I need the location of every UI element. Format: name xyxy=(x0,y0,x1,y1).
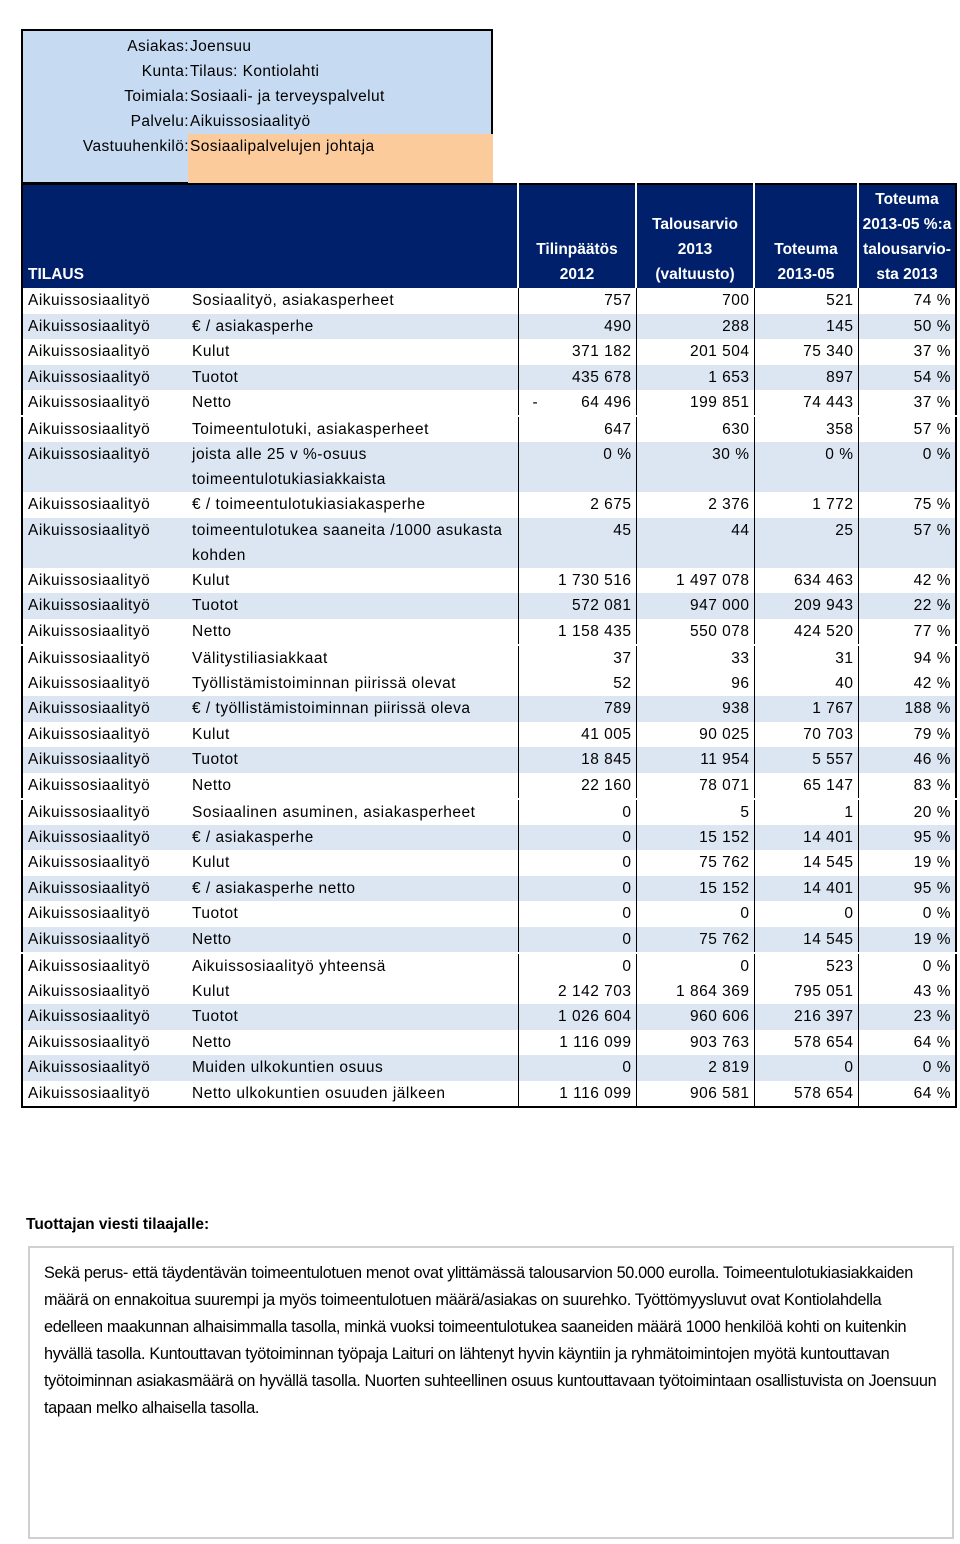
row-category: Aikuissosiaalityö xyxy=(28,394,151,411)
table-row xyxy=(22,747,956,773)
row-category: Aikuissosiaalityö xyxy=(28,292,151,309)
cell-tilinpaatos: 41 005 xyxy=(518,722,636,748)
cell-toteuma-percent: 83 % xyxy=(858,773,956,799)
message-text: Sekä perus- että täydentävän toimeentulotuen menot ovat ylittämässä talousarvion 50.000 eurolla. Toimeentulotukiasiakkaiden määrä on ennakoitua suurempi ja myös toimeentulotuen määrä/asiakas on suurehko. Työttömyysluvut ovat Kontiolahdella edelleen maakunnan alhaisimmalla tasolla, minkä vuoksi toimeentulotukea saaneiden määrä 1000 henkilöä kohti on kuitenkin hyvällä tasolla. Kuntouttavan työtoiminnan työpaja Laituri on lähtenyt hyvin käyntiin ja ryhmätoimintojen myötä kuntouttavan työtoiminnan asiakasmäärä on hyvällä tasolla. Nuorten suhteellinen osuus kuntouttavaan työtoimintaan osallistuvista on Joensuun tapaan melko alhaisella tasolla. xyxy=(44,1264,937,1417)
table-row xyxy=(22,314,956,340)
cell-toteuma-percent: 19 % xyxy=(858,927,956,953)
info-label: Toimiala: xyxy=(124,88,189,105)
cell-toteuma-percent: 42 % xyxy=(858,671,956,697)
row-label: € / toimeentulotukiasiakasperhe xyxy=(192,496,426,513)
cell-tilinpaatos: 0 xyxy=(518,850,636,876)
cell-talousarvio: 201 504 xyxy=(636,339,754,365)
row-category: Aikuissosiaalityö xyxy=(28,622,151,640)
cell-toteuma-percent: 42 % xyxy=(858,568,956,594)
row-category: Aikuissosiaalityö xyxy=(22,953,188,979)
cell-toteuma: 795 051 xyxy=(754,979,858,1005)
row-label: Tuotot xyxy=(188,593,518,619)
cell-tilinpaatos: 789 xyxy=(518,696,636,722)
cell-talousarvio: 2 376 xyxy=(636,492,754,518)
cell-toteuma-percent: 22 % xyxy=(858,593,956,619)
cell-toteuma-percent: 57 % xyxy=(858,518,956,568)
cell-toteuma-percent: 37 % xyxy=(858,390,956,416)
cell-talousarvio: 0 xyxy=(636,901,754,927)
cell-toteuma-percent: 75 % xyxy=(858,492,956,518)
table-row xyxy=(22,825,956,851)
cell-toteuma-percent: 0 % xyxy=(858,953,956,979)
cell-toteuma-percent: 54 % xyxy=(858,365,956,391)
row-category: Aikuissosiaalityö xyxy=(22,365,188,391)
cell-toteuma: 209 943 xyxy=(754,593,858,619)
info-label: Vastuuhenkilö: xyxy=(82,138,189,155)
table-row xyxy=(22,1081,956,1107)
cell-toteuma: 0 % xyxy=(754,442,858,492)
cell-toteuma-percent: 77 % xyxy=(858,619,956,645)
cell-talousarvio: 75 762 xyxy=(636,850,754,876)
cell-toteuma-percent: 0 % xyxy=(858,901,956,927)
row-category: Aikuissosiaalityö xyxy=(22,518,188,568)
row-category: Aikuissosiaalityö xyxy=(28,776,151,794)
row-category: Aikuissosiaalityö xyxy=(22,442,188,492)
cell-toteuma-percent: 23 % xyxy=(858,1004,956,1030)
info-row-kunta xyxy=(23,59,493,84)
row-label: Tuotot xyxy=(188,747,518,773)
message-title: Tuottajan viesti tilaajalle: xyxy=(26,1216,210,1233)
row-label: Kulut xyxy=(192,571,230,589)
cell-toteuma: 521 xyxy=(754,288,858,314)
row-label: Sosiaalityö, asiakasperheet xyxy=(192,292,395,309)
cell-tilinpaatos: 22 160 xyxy=(518,773,636,799)
row-category: Aikuissosiaalityö xyxy=(28,674,151,692)
row-label: Sosiaalinen asuminen, asiakasperheet xyxy=(188,799,518,825)
header-tilaus: TILAUS xyxy=(22,184,518,288)
cell-toteuma-percent: 74 % xyxy=(858,288,956,314)
cell-tilinpaatos: 37 xyxy=(518,645,636,671)
row-label: joista alle 25 v %-osuus toimeentulotukiasiakkaista xyxy=(188,442,518,492)
row-category: Aikuissosiaalityö xyxy=(28,982,151,1000)
cell-talousarvio: 78 071 xyxy=(636,773,754,799)
cell-tilinpaatos: 1 158 435 xyxy=(518,619,636,645)
table-row xyxy=(22,876,956,902)
row-label: Tuotot xyxy=(188,1004,518,1030)
cell-talousarvio: 0 xyxy=(636,953,754,979)
cell-toteuma: 634 463 xyxy=(754,568,858,594)
row-category: Aikuissosiaalityö xyxy=(28,1084,151,1102)
cell-toteuma: 1 767 xyxy=(754,696,858,722)
cell-talousarvio: 5 xyxy=(636,799,754,825)
cell-talousarvio: 199 851 xyxy=(636,390,754,416)
cell-toteuma: 65 147 xyxy=(754,773,858,799)
table-row xyxy=(22,339,956,365)
row-category: Aikuissosiaalityö xyxy=(22,416,188,442)
table-row xyxy=(22,442,956,492)
info-row-palvelu xyxy=(23,109,493,134)
cell-talousarvio: 947 000 xyxy=(636,593,754,619)
cell-toteuma: 216 397 xyxy=(754,1004,858,1030)
table-row xyxy=(22,288,956,314)
table-row xyxy=(22,953,956,979)
row-category: Aikuissosiaalityö xyxy=(22,1004,188,1030)
cell-tilinpaatos: 371 182 xyxy=(518,339,636,365)
cell-toteuma-percent: 0 % xyxy=(858,1055,956,1081)
cell-toteuma: 1 xyxy=(754,799,858,825)
row-category: Aikuissosiaalityö xyxy=(22,927,188,953)
row-category: Aikuissosiaalityö xyxy=(28,571,151,589)
row-category: Aikuissosiaalityö xyxy=(28,1033,151,1051)
cell-toteuma-percent: 57 % xyxy=(858,416,956,442)
row-label: Työllistämistoiminnan piirissä olevat xyxy=(192,674,457,692)
row-label: Kulut xyxy=(192,343,230,360)
negative-sign: - xyxy=(532,394,539,411)
header-tilinpaatos: Tilinpäätös 2012 xyxy=(518,184,636,288)
table-row xyxy=(22,492,956,518)
table-row xyxy=(22,901,956,927)
row-category: Aikuissosiaalityö xyxy=(22,825,188,851)
cell-tilinpaatos: 1 116 099 xyxy=(518,1030,636,1056)
row-label: Kulut xyxy=(192,854,230,871)
cell-tilinpaatos: 52 xyxy=(518,671,636,697)
row-category: Aikuissosiaalityö xyxy=(22,593,188,619)
row-label: Netto ulkokuntien osuuden jälkeen xyxy=(192,1084,446,1102)
row-label: Välitystiliasiakkaat xyxy=(188,645,518,671)
cell-toteuma: 25 xyxy=(754,518,858,568)
cell-toteuma-percent: 95 % xyxy=(858,825,956,851)
table-row xyxy=(22,619,956,645)
row-category: Aikuissosiaalityö xyxy=(22,314,188,340)
cell-talousarvio: 2 819 xyxy=(636,1055,754,1081)
cell-tilinpaatos: 1 116 099 xyxy=(518,1081,636,1107)
table-row xyxy=(22,593,956,619)
info-value: Aikuissosiaalityö xyxy=(190,113,311,130)
cell-tilinpaatos: 45 xyxy=(518,518,636,568)
cell-toteuma: 578 654 xyxy=(754,1081,858,1107)
cell-talousarvio: 550 078 xyxy=(636,619,754,645)
cell-toteuma-percent: 79 % xyxy=(858,722,956,748)
cell-toteuma: 14 545 xyxy=(754,850,858,876)
cell-talousarvio: 11 954 xyxy=(636,747,754,773)
row-label: € / työllistämistoiminnan piirissä oleva xyxy=(188,696,518,722)
cell-talousarvio: 96 xyxy=(636,671,754,697)
cell-toteuma: 1 772 xyxy=(754,492,858,518)
cell-toteuma: 74 443 xyxy=(754,390,858,416)
cell-toteuma-percent: 64 % xyxy=(858,1030,956,1056)
table-row xyxy=(22,722,956,748)
cell-tilinpaatos: 490 xyxy=(518,314,636,340)
row-category: Aikuissosiaalityö xyxy=(22,876,188,902)
cell-toteuma: 358 xyxy=(754,416,858,442)
cell-toteuma: 14 545 xyxy=(754,927,858,953)
table-row xyxy=(22,518,956,568)
cell-tilinpaatos: 0 xyxy=(518,953,636,979)
cell-toteuma: 31 xyxy=(754,645,858,671)
row-category: Aikuissosiaalityö xyxy=(22,645,188,671)
info-row-vastuuhenkilo xyxy=(23,134,493,159)
cell-toteuma-percent: 19 % xyxy=(858,850,956,876)
info-label: Palvelu: xyxy=(130,113,189,130)
row-category: Aikuissosiaalityö xyxy=(28,496,151,513)
cell-toteuma: 75 340 xyxy=(754,339,858,365)
cell-tilinpaatos: 1 026 604 xyxy=(518,1004,636,1030)
row-label: € / asiakasperhe xyxy=(188,314,518,340)
row-label: Netto xyxy=(192,622,232,640)
cell-talousarvio: 906 581 xyxy=(636,1081,754,1107)
cell-talousarvio: 33 xyxy=(636,645,754,671)
cell-tilinpaatos: 0 xyxy=(518,825,636,851)
cell-tilinpaatos: 757 xyxy=(518,288,636,314)
cell-tilinpaatos: 0 xyxy=(518,1055,636,1081)
row-label: Tuotot xyxy=(192,905,239,922)
info-label: Asiakas: xyxy=(127,38,189,55)
cell-toteuma: 40 xyxy=(754,671,858,697)
row-label: Netto xyxy=(188,927,518,953)
row-label: Netto xyxy=(192,776,232,794)
cell-talousarvio: 15 152 xyxy=(636,876,754,902)
row-label: € / asiakasperhe netto xyxy=(188,876,518,902)
row-label: Muiden ulkokuntien osuus xyxy=(188,1055,518,1081)
table-row xyxy=(22,1030,956,1056)
row-category: Aikuissosiaalityö xyxy=(28,725,151,743)
cell-toteuma-percent: 50 % xyxy=(858,314,956,340)
header-talousarvio: Talousarvio 2013 (valtuusto) xyxy=(636,184,754,288)
info-value: Tilaus: Kontiolahti xyxy=(190,63,320,80)
cell-tilinpaatos: 0 % xyxy=(518,442,636,492)
info-value: Joensuu xyxy=(190,38,252,55)
cell-toteuma-percent: 95 % xyxy=(858,876,956,902)
row-category: Aikuissosiaalityö xyxy=(22,696,188,722)
cell-tilinpaatos: 2 675 xyxy=(518,492,636,518)
cell-toteuma: 70 703 xyxy=(754,722,858,748)
cell-toteuma: 14 401 xyxy=(754,825,858,851)
cell-tilinpaatos: 572 081 xyxy=(518,593,636,619)
cell-talousarvio: 90 025 xyxy=(636,722,754,748)
cell-value: 64 496 xyxy=(581,394,632,411)
info-value: Sosiaalipalvelujen johtaja xyxy=(190,138,375,155)
table-row xyxy=(22,979,956,1005)
table-row xyxy=(22,799,956,825)
cell-toteuma-percent: 20 % xyxy=(858,799,956,825)
table-header-row xyxy=(22,184,956,288)
table-row xyxy=(22,1004,956,1030)
cell-toteuma-percent: 0 % xyxy=(858,442,956,492)
cell-toteuma: 0 xyxy=(754,901,858,927)
cell-talousarvio: 75 762 xyxy=(636,927,754,953)
cell-toteuma: 14 401 xyxy=(754,876,858,902)
header-toteuma-percent: Toteuma 2013-05 %:a talousarvio- sta 2013 xyxy=(858,184,956,288)
row-label: Kulut xyxy=(192,982,230,1000)
row-label: toimeentulotukea saaneita /1000 asukasta kohden xyxy=(188,518,518,568)
cell-toteuma-percent: 37 % xyxy=(858,339,956,365)
info-row-toimiala xyxy=(23,84,493,109)
row-label: Kulut xyxy=(192,725,230,743)
cell-toteuma: 145 xyxy=(754,314,858,340)
cell-tilinpaatos: 0 xyxy=(518,927,636,953)
info-value: Sosiaali- ja terveyspalvelut xyxy=(190,88,385,105)
cell-toteuma-percent: 188 % xyxy=(858,696,956,722)
table-row xyxy=(22,773,956,799)
cell-tilinpaatos: 0 xyxy=(518,799,636,825)
cell-toteuma: 5 557 xyxy=(754,747,858,773)
cell-toteuma-percent: 43 % xyxy=(858,979,956,1005)
table-row xyxy=(22,927,956,953)
row-label: € / asiakasperhe xyxy=(188,825,518,851)
cell-toteuma-percent: 64 % xyxy=(858,1081,956,1107)
cell-talousarvio: 700 xyxy=(636,288,754,314)
table-row xyxy=(22,850,956,876)
cell-tilinpaatos: 2 142 703 xyxy=(518,979,636,1005)
cell-talousarvio: 1 653 xyxy=(636,365,754,391)
cell-toteuma-percent: 94 % xyxy=(858,645,956,671)
cell-talousarvio: 44 xyxy=(636,518,754,568)
info-box xyxy=(21,29,493,184)
cell-talousarvio: 30 % xyxy=(636,442,754,492)
cell-tilinpaatos: 435 678 xyxy=(518,365,636,391)
row-label: Netto xyxy=(192,394,232,411)
table-row xyxy=(22,1055,956,1081)
row-category: Aikuissosiaalityö xyxy=(28,854,151,871)
table-row xyxy=(22,568,956,594)
cell-talousarvio: 630 xyxy=(636,416,754,442)
budget-table xyxy=(21,183,957,1108)
cell-tilinpaatos: 18 845 xyxy=(518,747,636,773)
table-row xyxy=(22,696,956,722)
cell-talousarvio: 1 497 078 xyxy=(636,568,754,594)
row-label: Toimeentulotuki, asiakasperheet xyxy=(188,416,518,442)
cell-toteuma: 523 xyxy=(754,953,858,979)
cell-talousarvio: 1 864 369 xyxy=(636,979,754,1005)
row-category: Aikuissosiaalityö xyxy=(28,905,151,922)
cell-toteuma: 424 520 xyxy=(754,619,858,645)
cell-talousarvio: 960 606 xyxy=(636,1004,754,1030)
cell-toteuma-percent: 46 % xyxy=(858,747,956,773)
cell-talousarvio: 938 xyxy=(636,696,754,722)
info-row-asiakas xyxy=(23,34,493,59)
row-category: Aikuissosiaalityö xyxy=(28,343,151,360)
row-label: Netto xyxy=(192,1033,232,1051)
table-row xyxy=(22,416,956,442)
cell-talousarvio: 288 xyxy=(636,314,754,340)
cell-tilinpaatos: 1 730 516 xyxy=(518,568,636,594)
table-body xyxy=(22,288,956,1107)
info-label: Kunta: xyxy=(141,63,189,80)
table-row xyxy=(22,365,956,391)
cell-tilinpaatos xyxy=(518,390,636,416)
cell-talousarvio: 15 152 xyxy=(636,825,754,851)
row-category: Aikuissosiaalityö xyxy=(22,747,188,773)
table-row xyxy=(22,390,956,416)
message-box xyxy=(28,1246,954,1539)
table-row xyxy=(22,645,956,671)
cell-tilinpaatos: 647 xyxy=(518,416,636,442)
table-row xyxy=(22,671,956,697)
row-category: Aikuissosiaalityö xyxy=(22,799,188,825)
cell-toteuma: 578 654 xyxy=(754,1030,858,1056)
cell-toteuma: 0 xyxy=(754,1055,858,1081)
row-category: Aikuissosiaalityö xyxy=(22,1055,188,1081)
cell-toteuma: 897 xyxy=(754,365,858,391)
cell-tilinpaatos: 0 xyxy=(518,901,636,927)
row-label: Aikuissosiaalityö yhteensä xyxy=(188,953,518,979)
row-label: Tuotot xyxy=(188,365,518,391)
header-toteuma: Toteuma 2013-05 xyxy=(754,184,858,288)
cell-talousarvio: 903 763 xyxy=(636,1030,754,1056)
cell-tilinpaatos: 0 xyxy=(518,876,636,902)
